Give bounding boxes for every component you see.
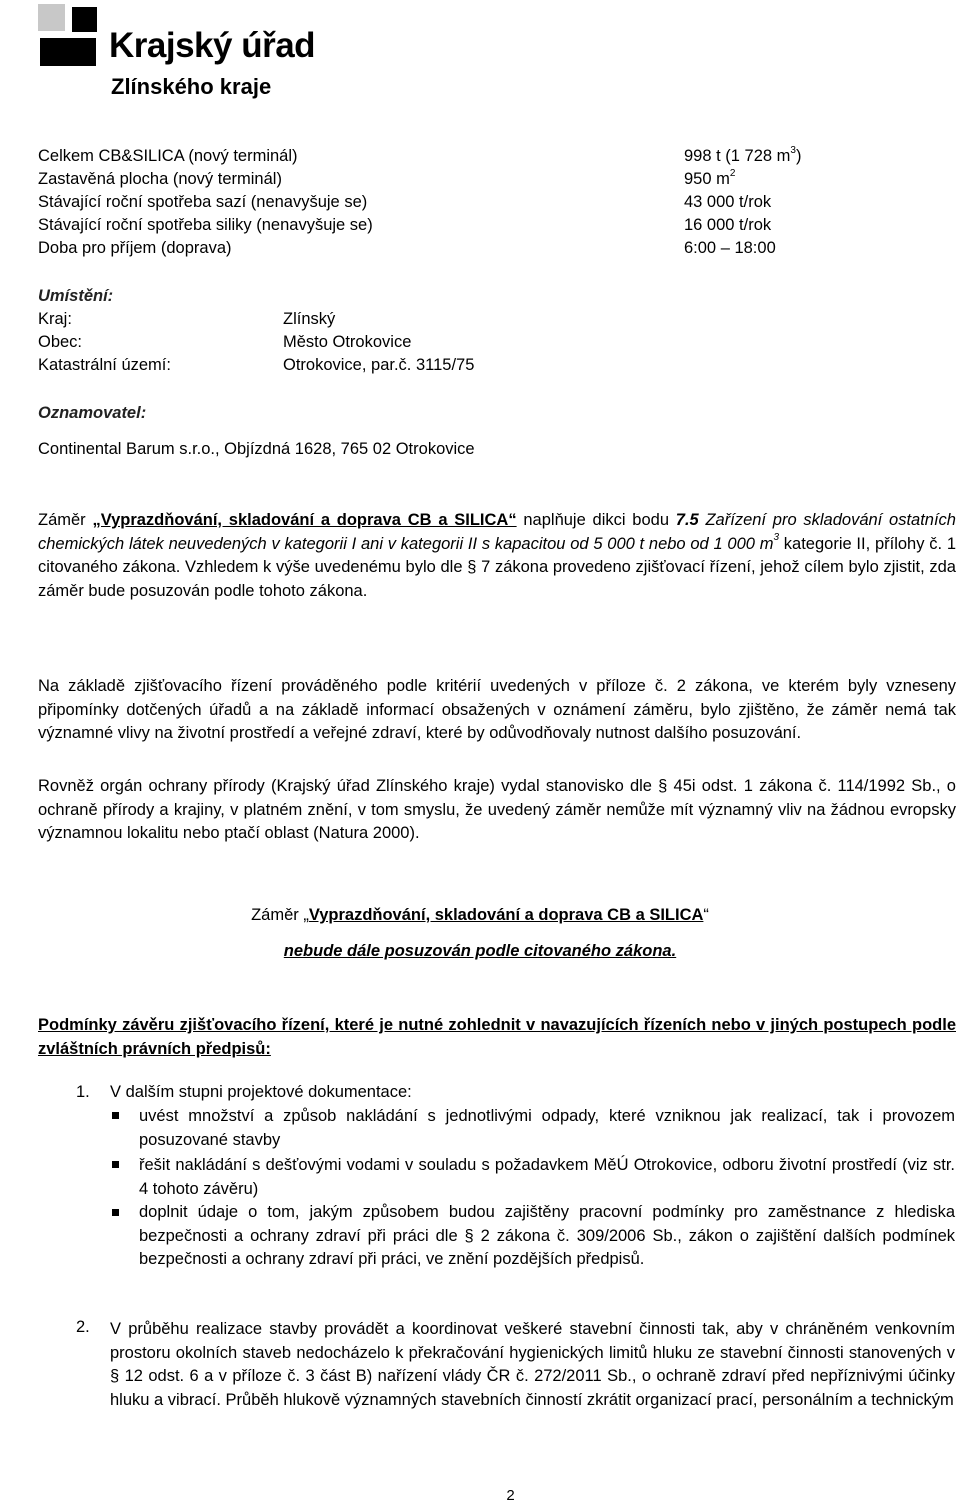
square-bullet-icon: [112, 1209, 119, 1216]
bullet-item: uvést množství a způsob nakládání s jednotlivými odpady, které vzniknou jak realizací, tak i provozem posuzované stavby: [139, 1107, 955, 1149]
decision-title: Vyprazdňování, skladování a doprava CB a SILICA: [308, 906, 704, 924]
project-title: „Vyprazdňování, skladování a doprava CB a SILICA“: [92, 511, 517, 529]
list-number: 1.: [76, 1083, 90, 1101]
notifier-heading: Oznamovatel:: [38, 404, 147, 422]
logo-square-grey: [38, 4, 65, 31]
logo-square-small: [72, 7, 97, 32]
screening-paragraph: Na základě zjišťovacího řízení prováděného podle kritérií uvedených v příloze č. 2 zákona, ve kterém byly vzneseny připomínky dotčených úřadů a na základě informací obsažených v oznámení záměru, bylo zjištěno, že záměr nemá tak významné vlivy na životní prostředí a veřejné zdraví, které by odůvodňovaly nutnost dalšího posuzování.: [38, 677, 956, 742]
page-number: 2: [506, 1487, 515, 1504]
logo-subtitle: Zlínského kraje: [111, 74, 272, 99]
decision-statement: nebude dále posuzován podle citovaného zákona.: [283, 942, 677, 960]
decision-line: Záměr „Vyprazdňování, skladování a doprava CB a SILICA“: [251, 906, 709, 924]
spec-label: Doba pro příjem (doprava): [38, 239, 232, 257]
location-value: Město Otrokovice: [283, 333, 412, 351]
location-label: Obec:: [38, 333, 83, 351]
conditions-heading: Podmínky závěru zjišťovacího řízení, které je nutné zohlednit v navazujících řízeních nebo v jiných postupech podle zvláštních právních předpisů:: [38, 1016, 956, 1058]
spec-value: 43 000 t/rok: [684, 193, 772, 211]
location-value: Zlínský: [283, 310, 336, 328]
location-label: Kraj:: [38, 310, 72, 328]
spec-label: Stávající roční spotřeba sazí (nenavyšuje se): [38, 193, 368, 211]
list-number: 2.: [76, 1318, 90, 1336]
spec-value: 6:00 – 18:00: [684, 239, 776, 257]
square-bullet-icon: [112, 1112, 119, 1119]
nature-paragraph: Rovněž orgán ochrany přírody (Krajský úřad Zlínského kraje) vydal stanovisko dle § 45i odst. 1 zákona č. 114/1992 Sb., o ochraně přírody a krajiny, v platném znění, v tom smyslu, že uvedený záměr nemůže mít významný vliv na žádnou evropsky významnou lokalitu nebo ptačí oblast (Natura 2000).: [38, 777, 956, 842]
list-item-text: V průběhu realizace stavby provádět a koordinovat veškeré stavební činnosti tak, aby v chráněném venkovním prostoru okolních staveb nedocházelo k překračování hygienických limitů hluku ze stavební činnosti stanovených v § 12 odst. 6 a v příloze č. 3 část B) nařízení vlády ČR č. 272/2011 Sb., o ochraně zdraví před nepříznivými účinky hluku a vibrací. Průběh hlukově významných stavebních činností zkrátit organizací prací, personálním a technickým: [110, 1320, 955, 1409]
krajsky-urad-logo: [38, 4, 318, 100]
spec-value: 16 000 t/rok: [684, 216, 772, 234]
bullet-item: řešit nakládání s dešťovými vodami v souladu s požadavkem MěÚ Otrokovice, odboru životní prostředí (viz str. 4 tohoto závěru): [139, 1156, 955, 1198]
spec-value: 998 t (1 728 $m^3$): [684, 144, 802, 165]
logo-square-large: [40, 38, 96, 66]
location-value: Otrokovice, par.č. 3115/75: [283, 356, 475, 374]
notifier-value: Continental Barum s.r.o., Objízdná 1628, 765 02 Otrokovice: [38, 440, 475, 458]
intro-paragraph: Záměr „Vyprazdňování, skladování a doprava CB a SILICA“ naplňuje dikci bodu 7.5 Zařízení pro skladování ostatních chemických látek neuvedených v kategorii I ani v kategorii II s kapacitou od 5 000 t nebo od 1 000 $m^3$ kategorie II, přílohy č. 1 citovaného zákona. Vzhledem k výše uvedenému bylo dle § 7 zákona provedeno zjišťovací řízení, jehož cílem bylo zjistit, zda záměr bude posuzován podle tohoto zákona.: [38, 511, 956, 600]
list-item-text: V dalším stupni projektové dokumentace:: [110, 1083, 412, 1101]
location-label: Katastrální území:: [38, 356, 171, 374]
square-bullet-icon: [112, 1161, 119, 1168]
spec-value: 950 $m^2$: [684, 167, 736, 188]
location-heading: Umístění:: [38, 287, 114, 305]
spec-label: Zastavěná plocha (nový terminál): [38, 170, 282, 188]
spec-label: Stávající roční spotřeba siliky (nenavyšuje se): [38, 216, 373, 234]
bullet-item: doplnit údaje o tom, jakým způsobem budou zajištěny pracovní podmínky pro zaměstnance z hlediska bezpečnosti a ochrany zdraví při práci dle § 2 zákona č. 309/2006 Sb., zákon o zajištění dalších podmínek bezpečnosti a ochrany zdraví při práci, ve znění pozdějších předpisů.: [139, 1203, 955, 1268]
spec-label: Celkem CB&SILICA (nový terminál): [38, 147, 298, 165]
logo-title: Krajský úřad: [109, 26, 316, 65]
